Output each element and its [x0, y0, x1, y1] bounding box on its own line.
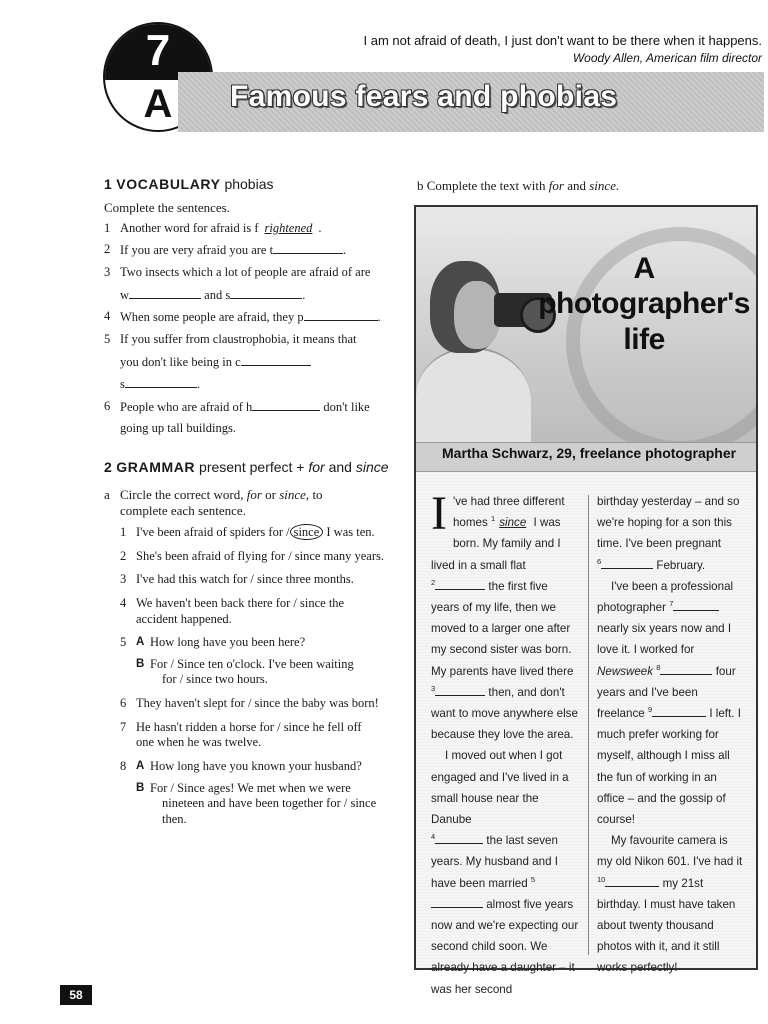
- answer-blank[interactable]: [125, 376, 197, 388]
- vocab-item-2: [104, 242, 394, 259]
- item-text[interactable]: They haven't slept for / since the baby was born!: [136, 696, 379, 710]
- gap-blank[interactable]: [435, 832, 483, 844]
- instruction-text: or: [265, 486, 276, 502]
- item-text: .: [377, 310, 381, 325]
- vocab-item-3-line2: [120, 287, 394, 304]
- instruction-text: to: [312, 486, 323, 502]
- article-paragraph: [597, 830, 745, 978]
- article-paragraph: [597, 576, 745, 830]
- instruction-text: complete each sentence.: [120, 502, 246, 518]
- grammar-item-3: [120, 572, 394, 588]
- grammar-items: [104, 525, 394, 827]
- item-text: w: [120, 287, 130, 302]
- vocabulary-label: VOCABULARY: [116, 176, 221, 192]
- gap-blank[interactable]: [435, 684, 485, 696]
- grammar-heading: [104, 459, 394, 477]
- item-text[interactable]: I've had this watch for / since three months.: [136, 572, 354, 587]
- item-text: you don't like being in c: [120, 354, 241, 369]
- article-sentence: four years and I've been freelance: [597, 664, 736, 721]
- item-text: .: [318, 220, 322, 235]
- item-number: 4: [104, 309, 111, 324]
- item-text: don't like: [323, 399, 370, 414]
- page-number: 58: [60, 985, 92, 1005]
- gap-answer[interactable]: since: [499, 516, 527, 530]
- instruction-text: for: [548, 178, 564, 193]
- circled-answer[interactable]: since: [290, 524, 324, 540]
- item-number: 3: [104, 265, 111, 279]
- item-text: How long have you known your husband?: [150, 758, 362, 773]
- instruction-text: Circle the correct word,: [120, 486, 244, 502]
- grammar-topic: present perfect +: [199, 459, 305, 475]
- item-number: 5: [104, 331, 111, 346]
- item-text: If you are very afraid you are t: [120, 243, 274, 258]
- item-text[interactable]: For / Since ten o'clock. I've been waiting: [150, 656, 354, 671]
- gap-number: 7: [669, 599, 674, 609]
- instruction-text: and: [567, 178, 586, 193]
- grammar-item-2: [120, 549, 394, 565]
- gap-number: 9: [647, 705, 653, 715]
- gap-number: 6: [597, 556, 602, 566]
- item-number: 2: [104, 242, 111, 257]
- item-text: People who are afraid of h: [120, 399, 253, 414]
- part-b-instruction: [417, 178, 619, 194]
- answer-blank[interactable]: [129, 287, 201, 299]
- photo-caption: Martha Schwarz, 29, freelance photographer: [442, 445, 737, 461]
- article-sentence: then, and don't want to move anywhere else because they love the area.: [431, 685, 578, 742]
- gap-blank[interactable]: [431, 896, 483, 908]
- left-column: [104, 176, 394, 835]
- article-sentence: the first five years of my life, then we moved to a larger one after my second sister was born. My parents have lived there: [431, 579, 574, 678]
- drop-cap: I: [431, 487, 447, 540]
- item-text[interactable]: for / since two hours.: [162, 672, 268, 687]
- instruction-text: for: [246, 486, 262, 502]
- part-letter: a: [104, 486, 110, 502]
- item-text: I've been afraid of spiders for /: [136, 525, 290, 539]
- answer-blank[interactable]: rightened: [264, 220, 313, 235]
- item-text: accident happened.: [136, 611, 232, 626]
- grammar-topic-and: and: [328, 459, 352, 475]
- item-text: When some people are afraid, they p: [120, 310, 304, 325]
- vocab-item-5: [104, 332, 394, 348]
- item-text[interactable]: She's been afraid of flying for / since many years.: [136, 548, 385, 563]
- part-letter: b: [417, 178, 424, 193]
- gap-number: 1: [491, 514, 496, 524]
- grammar-item-6: [120, 696, 394, 712]
- grammar-item-5: [120, 635, 394, 688]
- article-title-line: A: [633, 252, 655, 285]
- vocabulary-instruction: Complete the sentences.: [104, 199, 230, 215]
- answer-blank[interactable]: [252, 399, 320, 411]
- item-text: one when he was twelve.: [136, 735, 262, 750]
- speaker-a: A: [136, 636, 145, 649]
- speaker-b: B: [136, 781, 145, 794]
- article-column-2: [597, 491, 745, 979]
- gap-blank[interactable]: [673, 599, 719, 611]
- vocabulary-heading: [104, 176, 394, 194]
- unit-number: 7: [145, 26, 171, 75]
- gap-blank[interactable]: [435, 578, 485, 590]
- gap-number: 4: [431, 832, 436, 842]
- article-sentence: I've been a professional photographer: [597, 579, 734, 615]
- vocabulary-number: 1: [104, 176, 113, 192]
- article-column-1: [431, 487, 579, 1000]
- item-text: .: [196, 377, 200, 392]
- gap-number: 10: [597, 874, 606, 884]
- item-number: 1: [120, 525, 127, 539]
- column-rule: [588, 495, 589, 955]
- item-number: 6: [104, 398, 111, 413]
- item-text: and s: [204, 287, 231, 302]
- item-number: 3: [120, 572, 127, 587]
- answer-blank[interactable]: [304, 309, 378, 321]
- item-number: 5: [120, 635, 127, 650]
- gap-blank[interactable]: [605, 875, 659, 887]
- answer-blank[interactable]: [241, 354, 311, 366]
- vocab-item-1: [104, 221, 394, 237]
- article-sentence: my 21st birthday. I must have taken about twenty thousand photos with it, and it still works perfectly!: [597, 876, 736, 975]
- gap-number: 8: [656, 662, 661, 672]
- grammar-item-7: [120, 720, 394, 751]
- vocab-item-5-line2: [120, 354, 394, 371]
- vocab-item-6-line2: going up tall buildings.: [120, 421, 236, 436]
- quote-author: Woody Allen, American film director: [572, 51, 762, 65]
- gap-number: 3: [431, 683, 436, 693]
- quote-block: [363, 33, 762, 65]
- article-sentence: I left. I much prefer working for myself, although I miss all the fun of working in an office – and the gossip of course!: [597, 707, 741, 827]
- article-sentence: I moved out when I got engaged and I've lived in a small house near the Danube: [431, 749, 569, 827]
- vocab-item-6: [104, 399, 394, 416]
- instruction-text: Complete the text with: [426, 178, 546, 193]
- gap-number: 5: [530, 874, 536, 884]
- item-text[interactable]: For / Since ages! We met when we were: [150, 780, 351, 795]
- vocab-item-5-line3: [120, 376, 394, 393]
- magazine-name: Newsweek: [597, 664, 654, 678]
- item-text: Two insects which a lot of people are afraid of are: [120, 265, 371, 279]
- item-text: .: [343, 243, 347, 258]
- article-paragraph: [431, 745, 579, 999]
- quote-text: I am not afraid of death, I just don't want to be there when it happens.: [363, 33, 762, 48]
- item-text: s: [120, 377, 125, 392]
- gap-blank[interactable]: [652, 705, 706, 717]
- item-number: 7: [120, 719, 127, 734]
- item-number: 1: [104, 220, 111, 235]
- item-text: Another word for afraid is f: [120, 220, 259, 235]
- article-sentence: 've had three different homes: [452, 495, 565, 530]
- grammar-topic-since: since: [355, 459, 389, 475]
- item-text: then.: [162, 811, 187, 826]
- grammar-label: GRAMMAR: [116, 459, 196, 475]
- gap-blank[interactable]: [601, 557, 653, 569]
- article-panel: [414, 205, 758, 996]
- speaker-b: B: [136, 657, 145, 670]
- article-sentence: My favourite camera is my old Nikon 601. I've had it: [597, 834, 743, 869]
- item-text[interactable]: He hasn't ridden a horse for / since he fell off: [136, 719, 362, 734]
- grammar-part-a-instruction: [104, 487, 394, 520]
- article-sentence: I was born. My family and I lived in a small flat: [431, 516, 561, 572]
- grammar-item-8: [120, 759, 394, 828]
- instruction-text: since.: [589, 178, 620, 193]
- item-text: .: [302, 287, 306, 302]
- gap-number: 2: [431, 577, 436, 587]
- item-number: 2: [120, 548, 127, 563]
- article-title-line: photographer's: [538, 287, 750, 321]
- vocabulary-topic: phobias: [224, 176, 274, 192]
- grammar-number: 2: [104, 459, 113, 475]
- photographer-photo: [416, 207, 756, 442]
- article-sentence: the last seven years. My husband and I have been married: [431, 834, 558, 890]
- vocab-item-4: [104, 309, 394, 326]
- speaker-a: A: [136, 759, 145, 772]
- item-text[interactable]: We haven't been back there for / since the: [136, 595, 345, 610]
- vocab-item-3: [104, 265, 394, 281]
- article-sentence: birthday yesterday – and so we're hoping for a son this time. I've been pregnant: [597, 495, 740, 551]
- item-text: I was ten.: [326, 525, 375, 539]
- article-sentence: almost five years now and we're expecting our second child soon. We already have a daughter – it was her second: [431, 897, 579, 996]
- instruction-text: since,: [279, 486, 310, 502]
- article-title-line: life: [623, 322, 665, 356]
- article-sentence: February.: [656, 558, 706, 572]
- photo-shoulders: [416, 347, 531, 442]
- grammar-topic-for: for: [308, 459, 325, 475]
- grammar-item-4: [120, 596, 394, 627]
- unit-letter: A: [143, 82, 173, 126]
- grammar-item-1: [120, 525, 394, 541]
- answer-blank[interactable]: [230, 287, 302, 299]
- item-text[interactable]: nineteen and have been together for / since: [162, 796, 377, 811]
- gap-blank[interactable]: [660, 663, 712, 675]
- item-text: If you suffer from claustrophobia, it means that: [120, 331, 357, 346]
- item-number: 4: [120, 595, 127, 610]
- page-title: Famous fears and phobias: [230, 80, 618, 113]
- item-number: 8: [120, 758, 127, 773]
- article-title: [538, 251, 750, 357]
- item-number: 6: [120, 696, 127, 710]
- answer-blank[interactable]: [273, 242, 343, 254]
- article-sentence: nearly six years now and I love it. I worked for: [597, 622, 732, 657]
- item-text: How long have you been here?: [150, 635, 306, 650]
